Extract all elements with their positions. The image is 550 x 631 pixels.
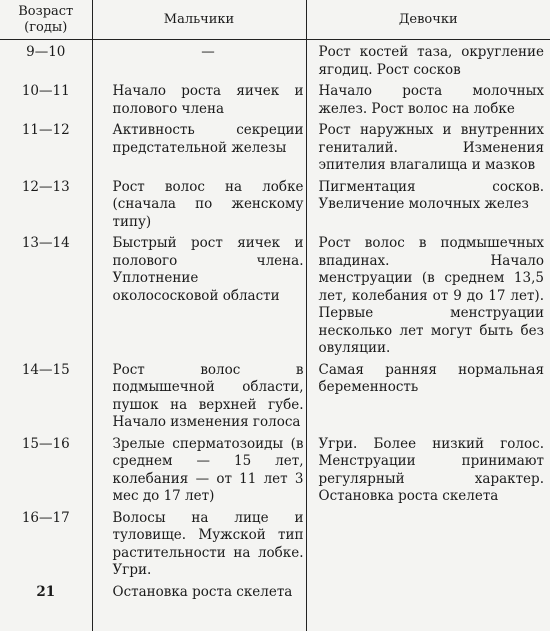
boys-cell [92,231,306,358]
boys-text: Волосы на лице и туловище. Мужской тип растительности на лобке. Угри. [113,510,304,580]
table-row [0,432,550,506]
header-age: Возраст (годы) [0,0,92,40]
girls-text: Рост волос в подмышечных впадинах. Начало менструации (в среднем 13,5 лет, колебания от 9 до 17 лет). Первые менструации несколько лет могут быть без овуляции. [319,235,545,358]
girls-cell [306,432,550,506]
girls-cell [306,506,550,580]
boys-cell [92,118,306,175]
table-row [0,580,550,631]
table-row [0,231,550,358]
boys-text: Остановка роста скелета [113,584,304,602]
girls-text: Самая ранняя нормальная беременность [319,362,545,397]
table-header-row [0,0,550,40]
table-row [0,79,550,118]
boys-text: Начало роста яичек и полового члена [113,83,304,118]
table-row [0,118,550,175]
age-cell: 9—10 [0,40,92,80]
header-boys: Мальчики [92,0,306,40]
age-cell: 10—11 [0,79,92,118]
boys-cell [92,432,306,506]
age-cell: 21 [0,580,92,631]
header-girls: Девочки [306,0,550,40]
girls-cell [306,175,550,232]
table-row [0,358,550,432]
boys-text: Активность секреции предстательной железы [113,122,304,157]
boys-cell [92,506,306,580]
boys-cell [92,580,306,631]
boys-text: Рост волос на лобке (сначала по женскому типу) [113,179,304,232]
girls-cell [306,231,550,358]
girls-text: Пигментация сосков. Увеличение молочных желез [319,179,545,214]
girls-cell [306,118,550,175]
boys-cell [92,175,306,232]
age-cell: 14—15 [0,358,92,432]
girls-text: Рост костей таза, округление ягодиц. Рост сосков [319,44,545,79]
girls-cell [306,79,550,118]
girls-text: Рост наружных и внутренних гениталий. Изменения эпителия влагалища и мазков [319,122,545,175]
age-cell: 16—17 [0,506,92,580]
age-cell: 13—14 [0,231,92,358]
girls-text: Начало роста молочных желез. Рост волос на лобке [319,83,545,118]
boys-cell [92,40,306,80]
girls-cell [306,40,550,80]
boys-text: — [113,44,304,62]
table-row [0,40,550,80]
table-row [0,506,550,580]
boys-text: Быстрый рост яичек и полового члена. Уплотнение околососковой области [113,235,304,305]
girls-cell [306,358,550,432]
girls-cell [306,580,550,631]
age-cell: 11—12 [0,118,92,175]
boys-text: Зрелые сперматозоиды (в среднем — 15 лет, колебания — от 11 лет 3 мес до 17 лет) [113,436,304,506]
age-cell: 15—16 [0,432,92,506]
boys-text: Рост волос в подмышечной области, пушок на верхней губе. Начало изменения голоса [113,362,304,432]
age-cell: 12—13 [0,175,92,232]
table-row [0,175,550,232]
boys-cell [92,79,306,118]
boys-cell [92,358,306,432]
girls-text: Угри. Более низкий голос. Менструации принимают регулярный характер. Остановка роста скелета [319,436,545,506]
